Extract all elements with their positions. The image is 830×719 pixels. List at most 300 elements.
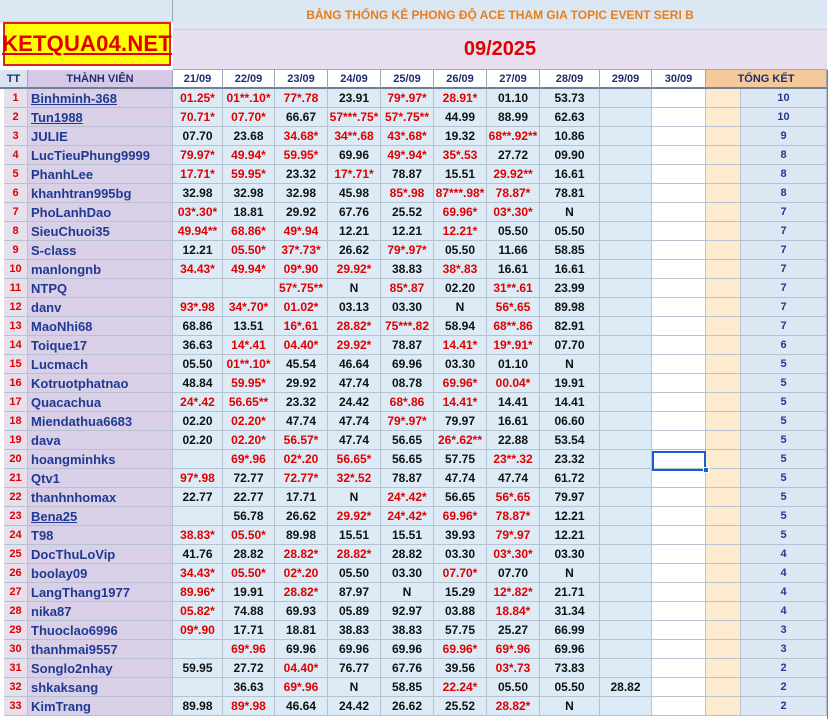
result-cell[interactable]: 27.72 [223,659,275,678]
row-number[interactable]: 2 [4,108,28,127]
result-cell[interactable]: 16.61 [540,260,600,279]
result-cell[interactable]: 39.93 [434,526,487,545]
total-cell[interactable]: 10 [741,108,827,127]
result-cell[interactable]: 26.62 [381,697,434,716]
total-cell[interactable]: 5 [741,488,827,507]
member-name[interactable]: boolay09 [28,564,173,583]
total-spacer-cell[interactable] [706,488,741,507]
header-day-5[interactable]: 25/09 [381,70,434,89]
result-cell[interactable]: 68**.86 [487,317,540,336]
result-cell[interactable] [652,678,706,697]
result-cell[interactable]: 28.91* [434,89,487,108]
total-spacer-cell[interactable] [706,317,741,336]
result-cell[interactable]: N [540,203,600,222]
result-cell[interactable]: 23.99 [540,279,600,298]
result-cell[interactable]: 23.68 [223,127,275,146]
result-cell[interactable]: 43*.68* [381,127,434,146]
member-name[interactable]: Kotruotphatnao [28,374,173,393]
member-name[interactable]: Qtv1 [28,469,173,488]
result-cell[interactable]: 47.74 [328,412,381,431]
result-cell[interactable]: 69*.96 [223,640,275,659]
result-cell[interactable] [652,393,706,412]
total-cell[interactable]: 7 [741,317,827,336]
result-cell[interactable]: 12.21 [540,526,600,545]
result-cell[interactable]: 29.92* [328,507,381,526]
row-number[interactable]: 30 [4,640,28,659]
result-cell[interactable]: N [328,488,381,507]
result-cell[interactable]: N [328,678,381,697]
result-cell[interactable] [600,336,652,355]
result-cell[interactable] [652,127,706,146]
result-cell[interactable]: N [540,697,600,716]
member-name[interactable]: DocThuLoVip [28,545,173,564]
result-cell[interactable]: 38.83* [173,526,223,545]
result-cell[interactable]: 27.72 [487,146,540,165]
result-cell[interactable] [173,678,223,697]
result-cell[interactable] [600,469,652,488]
result-cell[interactable] [652,507,706,526]
result-cell[interactable] [652,374,706,393]
result-cell[interactable]: 03.88 [434,602,487,621]
row-number[interactable]: 4 [4,146,28,165]
result-cell[interactable]: 09*.90 [275,260,328,279]
total-spacer-cell[interactable] [706,222,741,241]
result-cell[interactable]: 38*.83 [434,260,487,279]
result-cell[interactable]: 70.71* [173,108,223,127]
result-cell[interactable] [223,279,275,298]
result-cell[interactable] [652,431,706,450]
total-cell[interactable]: 7 [741,241,827,260]
result-cell[interactable]: 26.62 [328,241,381,260]
result-cell[interactable]: 12.21 [328,222,381,241]
result-cell[interactable] [652,355,706,374]
result-cell[interactable]: 32*.52 [328,469,381,488]
member-name[interactable]: Binhminh-368 [28,89,173,108]
row-number[interactable]: 6 [4,184,28,203]
result-cell[interactable]: 22.24* [434,678,487,697]
total-spacer-cell[interactable] [706,431,741,450]
result-cell[interactable]: 73.83 [540,659,600,678]
result-cell[interactable]: 16*.61 [275,317,328,336]
result-cell[interactable]: 01.02* [275,298,328,317]
result-cell[interactable]: N [540,355,600,374]
member-name[interactable]: thanhmai9557 [28,640,173,659]
result-cell[interactable]: 29.92** [487,165,540,184]
result-cell[interactable] [600,659,652,678]
total-spacer-cell[interactable] [706,108,741,127]
result-cell[interactable]: 02.20 [173,412,223,431]
row-number[interactable]: 18 [4,412,28,431]
result-cell[interactable] [652,450,706,469]
result-cell[interactable]: 67.76 [328,203,381,222]
total-cell[interactable]: 5 [741,526,827,545]
result-cell[interactable]: 13.51 [223,317,275,336]
result-cell[interactable]: 56.65* [328,450,381,469]
result-cell[interactable]: 28.82 [223,545,275,564]
result-cell[interactable]: 31**.61 [487,279,540,298]
result-cell[interactable]: 85*.98 [381,184,434,203]
result-cell[interactable]: 57.75 [434,621,487,640]
result-cell[interactable]: 69.96* [434,374,487,393]
result-cell[interactable]: 32.98 [275,184,328,203]
result-cell[interactable]: 34**.68 [328,127,381,146]
header-member[interactable]: THÀNH VIÊN [28,70,173,89]
result-cell[interactable]: N [540,564,600,583]
result-cell[interactable]: 56*.65 [487,298,540,317]
result-cell[interactable]: 05.82* [173,602,223,621]
total-cell[interactable]: 7 [741,203,827,222]
result-cell[interactable] [600,279,652,298]
result-cell[interactable]: 03*.73 [487,659,540,678]
result-cell[interactable]: 69.96 [328,640,381,659]
row-number[interactable]: 28 [4,602,28,621]
result-cell[interactable]: 29.92 [275,203,328,222]
result-cell[interactable]: 74.88 [223,602,275,621]
total-spacer-cell[interactable] [706,564,741,583]
result-cell[interactable]: 89.98 [173,697,223,716]
result-cell[interactable]: 24*.42* [381,507,434,526]
member-name[interactable]: MaoNhi68 [28,317,173,336]
result-cell[interactable]: 01**.10* [223,89,275,108]
result-cell[interactable]: 23.32 [275,165,328,184]
total-cell[interactable]: 2 [741,659,827,678]
result-cell[interactable]: 24*.42* [381,488,434,507]
total-cell[interactable]: 3 [741,621,827,640]
member-name[interactable]: LucTieuPhung9999 [28,146,173,165]
result-cell[interactable]: 19.32 [434,127,487,146]
result-cell[interactable] [173,640,223,659]
member-name[interactable]: manlongnb [28,260,173,279]
result-cell[interactable]: 37*.73* [275,241,328,260]
result-cell[interactable]: N [434,298,487,317]
total-cell[interactable]: 7 [741,298,827,317]
result-cell[interactable]: 26*.62** [434,431,487,450]
result-cell[interactable]: 02*.20 [275,450,328,469]
member-name[interactable]: Quacachua [28,393,173,412]
result-cell[interactable]: 12.21 [173,241,223,260]
result-cell[interactable] [600,298,652,317]
result-cell[interactable]: 01.10 [487,89,540,108]
result-cell[interactable]: 34*.70* [223,298,275,317]
result-cell[interactable]: 69.93 [275,602,328,621]
result-cell[interactable]: 05.50 [487,678,540,697]
result-cell[interactable]: 58.85 [540,241,600,260]
result-cell[interactable]: 14.41* [434,336,487,355]
result-cell[interactable]: 89.98 [275,526,328,545]
result-cell[interactable]: 16.61 [487,412,540,431]
result-cell[interactable]: 02*.20 [275,564,328,583]
result-cell[interactable]: 03*.30* [173,203,223,222]
row-number[interactable]: 29 [4,621,28,640]
member-name[interactable]: KimTrang [28,697,173,716]
row-number[interactable]: 20 [4,450,28,469]
result-cell[interactable]: 05.50* [223,241,275,260]
member-name[interactable]: SieuChuoi35 [28,222,173,241]
result-cell[interactable]: 16.61 [540,165,600,184]
result-cell[interactable] [652,203,706,222]
result-cell[interactable]: 62.63 [540,108,600,127]
header-day-6[interactable]: 26/09 [434,70,487,89]
result-cell[interactable]: 58.85 [381,678,434,697]
result-cell[interactable] [652,108,706,127]
result-cell[interactable]: 02.20 [173,431,223,450]
result-cell[interactable] [600,127,652,146]
result-cell[interactable]: 72.77* [275,469,328,488]
result-cell[interactable]: 15.51 [381,526,434,545]
result-cell[interactable]: 56.65 [381,431,434,450]
result-cell[interactable]: 59.95* [275,146,328,165]
row-number[interactable]: 5 [4,165,28,184]
result-cell[interactable] [600,507,652,526]
result-cell[interactable]: 53.54 [540,431,600,450]
member-name[interactable]: Toique17 [28,336,173,355]
total-cell[interactable]: 5 [741,374,827,393]
row-number[interactable]: 22 [4,488,28,507]
result-cell[interactable]: 07.70* [223,108,275,127]
header-day-9[interactable]: 29/09 [600,70,652,89]
result-cell[interactable] [600,602,652,621]
result-cell[interactable]: 69.96 [328,146,381,165]
row-number[interactable]: 17 [4,393,28,412]
result-cell[interactable]: 34.43* [173,564,223,583]
result-cell[interactable]: 03*.30* [487,203,540,222]
result-cell[interactable] [600,583,652,602]
total-spacer-cell[interactable] [706,127,741,146]
result-cell[interactable]: 29.92 [275,374,328,393]
result-cell[interactable]: 28.82* [275,583,328,602]
result-cell[interactable] [600,260,652,279]
total-spacer-cell[interactable] [706,640,741,659]
total-spacer-cell[interactable] [706,374,741,393]
result-cell[interactable]: 25.52 [381,203,434,222]
result-cell[interactable]: N [381,583,434,602]
result-cell[interactable]: 07.70 [487,564,540,583]
result-cell[interactable]: 17.71 [223,621,275,640]
result-cell[interactable]: 05.50 [328,564,381,583]
row-number[interactable]: 25 [4,545,28,564]
member-name[interactable]: NTPQ [28,279,173,298]
total-cell[interactable]: 5 [741,450,827,469]
result-cell[interactable]: 92.97 [381,602,434,621]
result-cell[interactable]: 49*.94 [275,222,328,241]
member-name[interactable]: PhanhLee [28,165,173,184]
result-cell[interactable]: 19.91 [223,583,275,602]
result-cell[interactable]: 17*.71* [328,165,381,184]
total-spacer-cell[interactable] [706,89,741,108]
result-cell[interactable]: 23.32 [540,450,600,469]
total-cell[interactable]: 7 [741,260,827,279]
total-cell[interactable]: 3 [741,640,827,659]
result-cell[interactable]: 59.95* [223,374,275,393]
total-cell[interactable]: 8 [741,184,827,203]
total-spacer-cell[interactable] [706,298,741,317]
result-cell[interactable]: 68*.86 [381,393,434,412]
result-cell[interactable] [600,431,652,450]
result-cell[interactable]: 56.57* [275,431,328,450]
result-cell[interactable] [600,393,652,412]
result-cell[interactable]: 14*.41 [223,336,275,355]
total-cell[interactable]: 8 [741,146,827,165]
row-number[interactable]: 31 [4,659,28,678]
result-cell[interactable]: 49.94* [223,260,275,279]
result-cell[interactable]: 87.97 [328,583,381,602]
result-cell[interactable]: 79.97 [540,488,600,507]
total-cell[interactable]: 4 [741,583,827,602]
result-cell[interactable]: 89.98 [540,298,600,317]
result-cell[interactable]: 03.13 [328,298,381,317]
result-cell[interactable]: 69*.96 [275,678,328,697]
result-cell[interactable]: 10.86 [540,127,600,146]
total-spacer-cell[interactable] [706,526,741,545]
result-cell[interactable]: 01.25* [173,89,223,108]
row-number[interactable]: 9 [4,241,28,260]
member-name[interactable]: hoangminhks [28,450,173,469]
result-cell[interactable] [600,526,652,545]
result-cell[interactable]: 05.50 [173,355,223,374]
total-cell[interactable]: 2 [741,678,827,697]
result-cell[interactable] [173,450,223,469]
result-cell[interactable]: 28.82* [487,697,540,716]
header-day-8[interactable]: 28/09 [540,70,600,89]
header-day-1[interactable]: 21/09 [173,70,223,89]
result-cell[interactable]: 59.95 [173,659,223,678]
result-cell[interactable]: 02.20 [434,279,487,298]
result-cell[interactable]: 29.92* [328,336,381,355]
total-cell[interactable]: 5 [741,393,827,412]
result-cell[interactable] [652,89,706,108]
result-cell[interactable] [652,184,706,203]
result-cell[interactable]: 88.99 [487,108,540,127]
row-number[interactable]: 7 [4,203,28,222]
result-cell[interactable]: 89*.98 [223,697,275,716]
result-cell[interactable]: 14.41* [434,393,487,412]
row-number[interactable]: 32 [4,678,28,697]
result-cell[interactable]: 12*.82* [487,583,540,602]
result-cell[interactable]: 45.54 [275,355,328,374]
total-spacer-cell[interactable] [706,355,741,374]
result-cell[interactable]: 57*.75** [381,108,434,127]
result-cell[interactable]: 57*.75** [275,279,328,298]
result-cell[interactable]: 22.88 [487,431,540,450]
member-name[interactable]: T98 [28,526,173,545]
total-cell[interactable]: 4 [741,564,827,583]
result-cell[interactable]: 28.82* [275,545,328,564]
total-spacer-cell[interactable] [706,697,741,716]
result-cell[interactable]: 17.71* [173,165,223,184]
sheet-title-cell[interactable] [173,0,827,30]
site-logo[interactable] [3,22,171,66]
result-cell[interactable] [600,450,652,469]
result-cell[interactable]: 22.77 [223,488,275,507]
result-cell[interactable]: 47.74 [328,374,381,393]
total-cell[interactable]: 6 [741,336,827,355]
total-spacer-cell[interactable] [706,659,741,678]
result-cell[interactable]: 48.84 [173,374,223,393]
member-name[interactable]: khanhtran995bg [28,184,173,203]
result-cell[interactable]: 97*.98 [173,469,223,488]
result-cell[interactable] [600,621,652,640]
result-cell[interactable]: 45.98 [328,184,381,203]
result-cell[interactable]: 26.62 [275,507,328,526]
result-cell[interactable]: 78.87 [381,165,434,184]
total-cell[interactable]: 2 [741,697,827,716]
result-cell[interactable] [652,298,706,317]
total-spacer-cell[interactable] [706,165,741,184]
result-cell[interactable] [652,621,706,640]
result-cell[interactable]: 05.50 [434,241,487,260]
result-cell[interactable]: 47.74 [434,469,487,488]
member-name[interactable]: danv [28,298,173,317]
result-cell[interactable]: 28.82 [600,678,652,697]
result-cell[interactable]: 32.98 [173,184,223,203]
result-cell[interactable]: 28.82* [328,317,381,336]
result-cell[interactable] [652,165,706,184]
result-cell[interactable]: 36.63 [173,336,223,355]
result-cell[interactable]: 01**.10* [223,355,275,374]
result-cell[interactable]: 34.43* [173,260,223,279]
row-number[interactable]: 21 [4,469,28,488]
total-cell[interactable]: 10 [741,89,827,108]
result-cell[interactable] [600,412,652,431]
result-cell[interactable]: 07.70 [173,127,223,146]
result-cell[interactable]: 39.56 [434,659,487,678]
result-cell[interactable] [173,279,223,298]
result-cell[interactable]: 16.61 [487,260,540,279]
total-spacer-cell[interactable] [706,241,741,260]
row-number[interactable]: 27 [4,583,28,602]
total-cell[interactable]: 4 [741,602,827,621]
result-cell[interactable]: 68.86* [223,222,275,241]
total-cell[interactable]: 7 [741,279,827,298]
total-cell[interactable]: 5 [741,355,827,374]
result-cell[interactable]: 76.77 [328,659,381,678]
result-cell[interactable]: 44.99 [434,108,487,127]
result-cell[interactable] [600,146,652,165]
result-cell[interactable]: 14.41 [487,393,540,412]
result-cell[interactable]: 15.29 [434,583,487,602]
result-cell[interactable] [173,507,223,526]
total-spacer-cell[interactable] [706,146,741,165]
member-name[interactable]: Miendathua6683 [28,412,173,431]
result-cell[interactable]: 25.52 [434,697,487,716]
row-number[interactable]: 11 [4,279,28,298]
result-cell[interactable]: 47.74 [487,469,540,488]
member-name[interactable]: S-class [28,241,173,260]
result-cell[interactable] [600,374,652,393]
member-name[interactable]: thanhnhomax [28,488,173,507]
result-cell[interactable] [652,146,706,165]
result-cell[interactable]: 66.99 [540,621,600,640]
result-cell[interactable]: 04.40* [275,336,328,355]
member-name[interactable]: dava [28,431,173,450]
result-cell[interactable] [652,602,706,621]
result-cell[interactable] [600,203,652,222]
result-cell[interactable] [652,469,706,488]
result-cell[interactable] [600,317,652,336]
result-cell[interactable] [652,545,706,564]
result-cell[interactable]: 79*.97* [381,241,434,260]
result-cell[interactable]: 14.41 [540,393,600,412]
total-spacer-cell[interactable] [706,583,741,602]
header-day-3[interactable]: 23/09 [275,70,328,89]
result-cell[interactable]: 12.21 [540,507,600,526]
result-cell[interactable]: 05.50 [540,222,600,241]
result-cell[interactable]: 07.70 [540,336,600,355]
result-cell[interactable]: 78.81 [540,184,600,203]
row-number[interactable]: 15 [4,355,28,374]
result-cell[interactable]: 69.96 [381,355,434,374]
result-cell[interactable]: 09.90 [540,146,600,165]
